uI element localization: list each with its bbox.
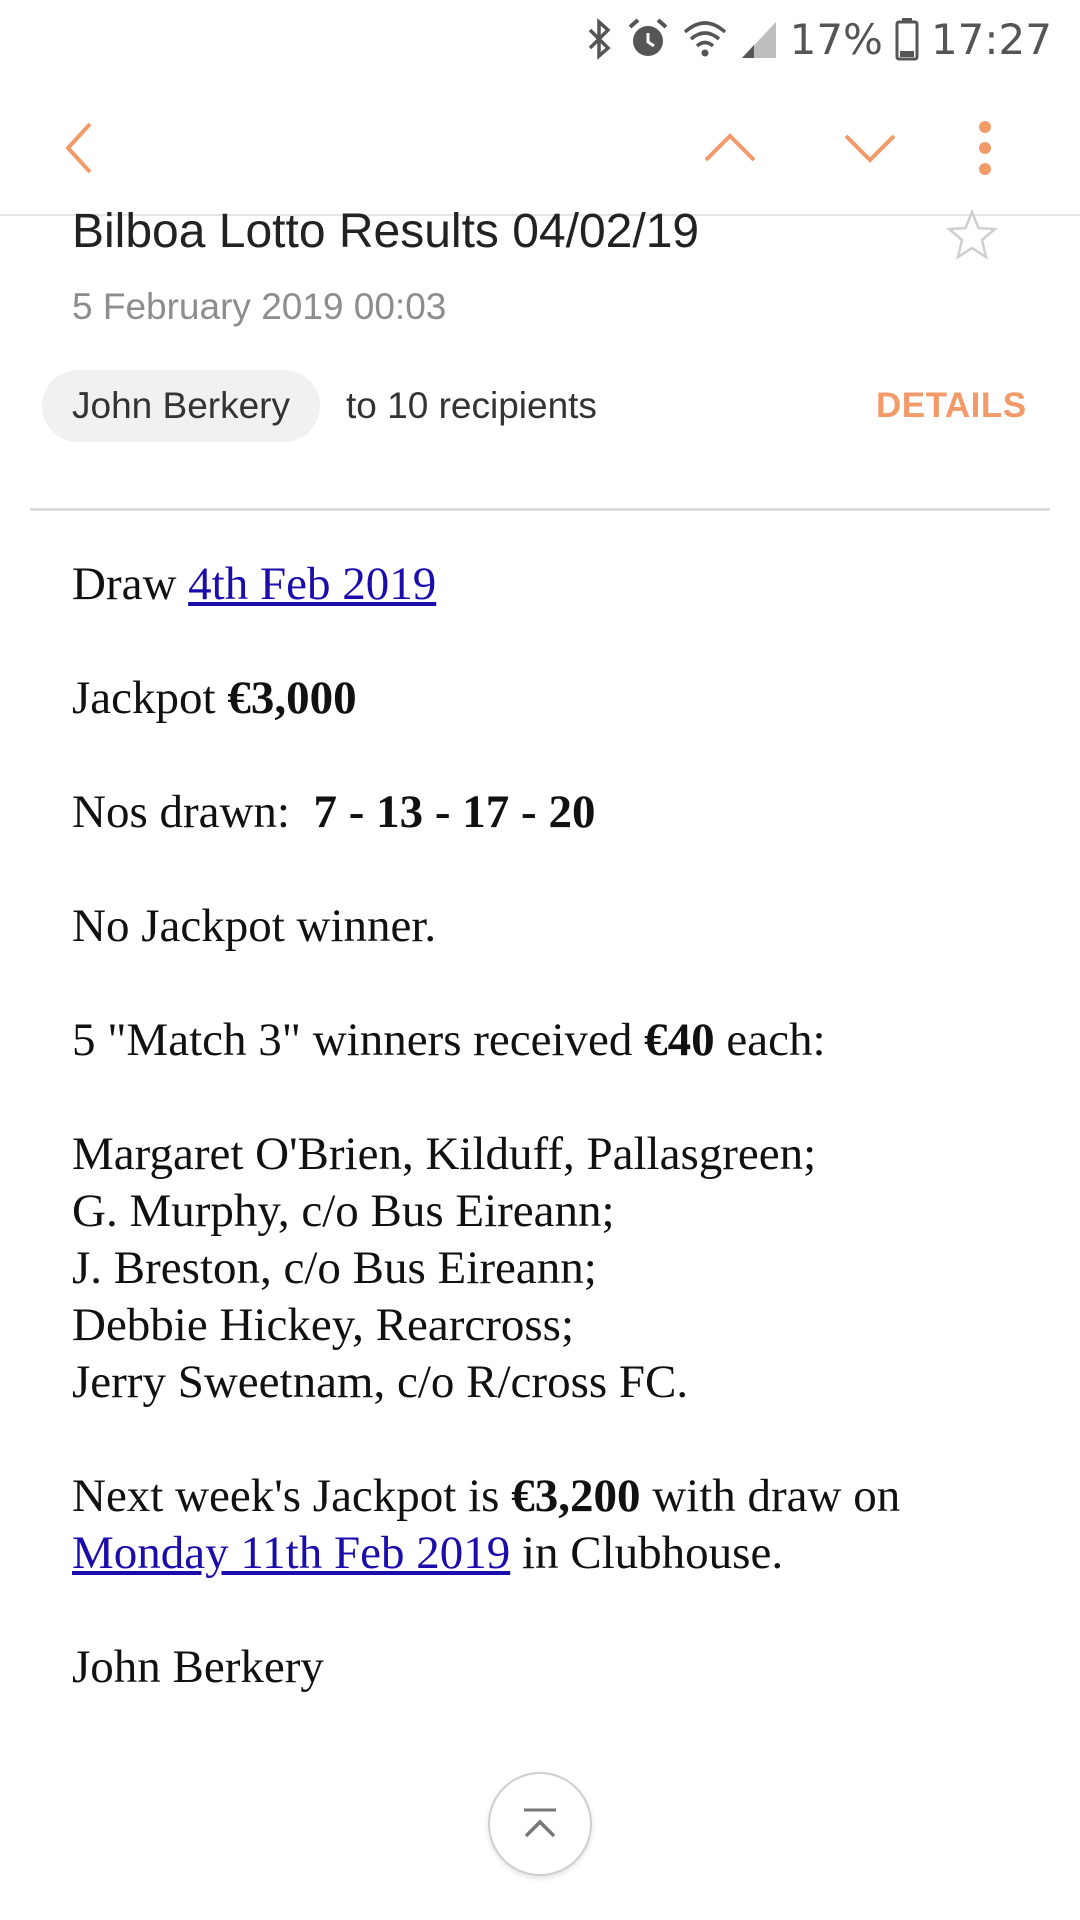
scroll-to-top-icon [520,1806,560,1842]
wifi-icon [682,18,728,60]
jackpot-amount: €3,000 [227,672,357,724]
previous-icon [702,130,758,166]
draw-line [72,556,1032,613]
email-body [72,556,1032,1753]
jackpot-prefix: Jackpot [72,672,228,724]
next-email-button[interactable] [830,108,910,188]
next-mid: with draw on [640,1470,901,1522]
winner-item: G. Murphy, c/o Bus Eireann; [72,1185,615,1237]
numbers-prefix: Nos drawn: [72,786,314,838]
jackpot-line [72,670,1032,727]
no-winner-line: No Jackpot winner. [72,900,437,952]
previous-email-button[interactable] [690,108,770,188]
winner-item: Jerry Sweetnam, c/o R/cross FC. [72,1356,689,1408]
next-icon [842,130,898,166]
app-bar [0,78,1080,216]
winner-item: Debbie Hickey, Rearcross; [72,1299,575,1351]
winners-list [72,1126,1032,1411]
winner-item: J. Breston, c/o Bus Eireann; [72,1242,597,1294]
match-prefix: 5 "Match 3" winners received [72,1014,645,1066]
bluetooth-icon [584,18,614,60]
scroll-to-top-button[interactable] [488,1772,592,1876]
details-button[interactable]: DETAILS [876,386,1027,425]
signal-icon [740,18,778,60]
more-icon [978,120,992,176]
back-button[interactable] [40,108,120,188]
divider [30,508,1050,511]
status-icons [584,12,1052,66]
email-date: 5 February 2019 00:03 [72,286,447,327]
match-amount: €40 [644,1014,715,1066]
battery-percent: 17% [789,14,883,64]
draw-prefix: Draw [72,558,189,610]
signature: John Berkery [72,1641,324,1693]
next-jackpot-line [72,1468,1032,1582]
alarm-icon [626,17,670,61]
match-line [72,1012,1032,1069]
numbers-drawn: 7 - 13 - 17 - 20 [313,786,596,838]
winner-item: Margaret O'Brien, Kilduff, Pallasgreen; [72,1128,817,1180]
back-icon [60,120,100,176]
recipients-label: to 10 recipients [346,385,597,426]
email-subject: Bilboa Lotto Results 04/02/19 [72,205,700,258]
battery-icon [895,17,919,61]
match-suffix: each: [714,1014,826,1066]
sender-chip[interactable]: John Berkery [42,370,320,442]
numbers-line [72,784,1032,841]
next-suffix: in Clubhouse. [510,1527,784,1579]
next-amount: €3,200 [511,1470,641,1522]
more-options-button[interactable] [950,108,1020,188]
draw-date-link[interactable]: 4th Feb 2019 [188,558,437,610]
clock: 17:27 [930,14,1052,64]
next-date-link[interactable]: Monday 11th Feb 2019 [72,1527,511,1579]
star-icon[interactable] [944,208,1000,264]
status-bar [0,0,1080,78]
next-prefix: Next week's Jackpot is [72,1470,512,1522]
